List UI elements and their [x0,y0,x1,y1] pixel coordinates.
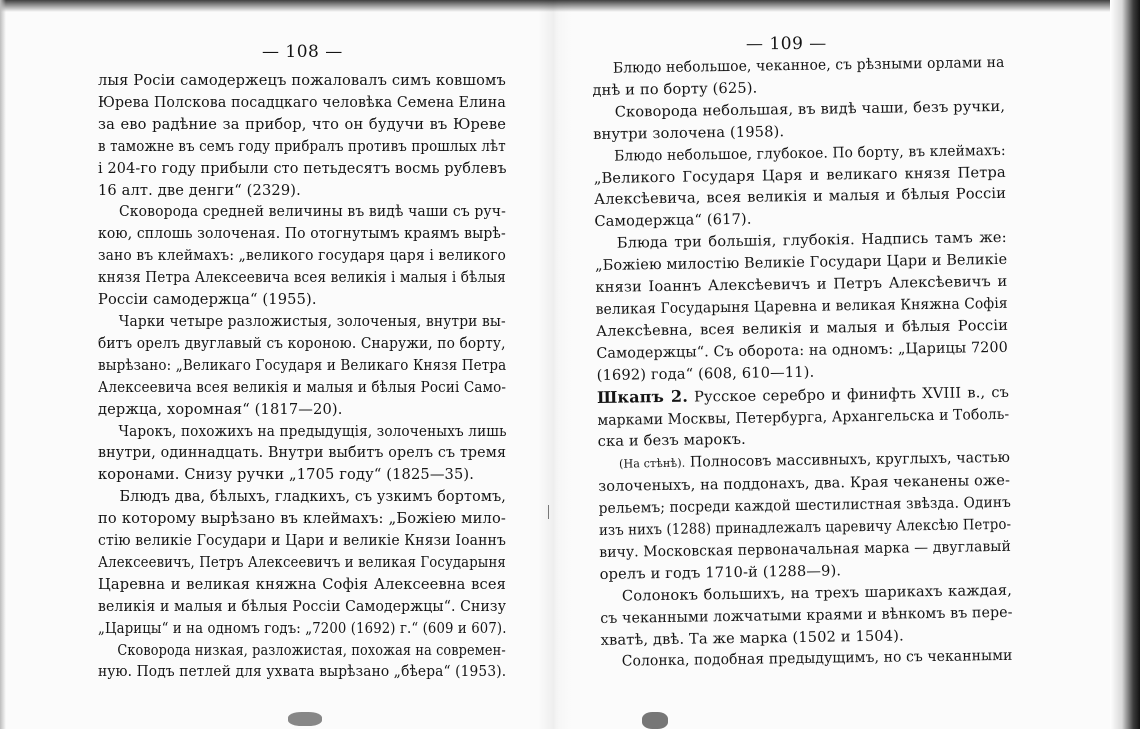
text-line: Юрева Полскова посадцкаго человѣка Семена Елина [98,93,506,111]
text-line: кою, сплошь золоченая. По отогнутымъ краямъ вырѣ- [98,225,506,243]
text-line: битъ орелъ двуглавый съ короною. Снаружи, по борту, [98,334,506,352]
text-line: Сковорода низкая, разложистая, похожая на современ- [117,641,506,659]
text-line: Солонокъ большихъ, на трехъ шарикахъ каждая, [621,581,1013,605]
text-line: Алексеевичъ, Петръ Алексеевичъ и великая Государыня [98,553,506,571]
text-line: (На стѣнѣ). Полносовъ массивныхъ, круглыхъ, частью [618,449,1011,471]
text-line: хватѣ, двѣ. Та же марка (1502 и 1504). [600,627,904,649]
right-text-column [592,52,1013,673]
text-line: Самодержца“ (617). [594,210,752,231]
ink-smudge [642,712,668,729]
book-gutter [538,0,572,729]
text-line: „Царицы“ и на одномъ годъ: „7200 (1692) г.“ (609 и 607). [98,619,507,637]
text-line: изъ нихъ (1288) принадлежалъ царевичу Алексѣю Петро- [598,515,1012,539]
text-line: Блюдо небольшое, чеканное, съ рѣзными орлами на [612,53,1005,77]
text-line: Сковорода небольшая, въ видѣ чаши, безъ ручки, [614,97,1006,121]
text-line: зано въ клеймахъ: „великого государя царя i великого [98,247,507,265]
text-line: Алексѣевна, всея великiя и малыя и бѣлыя Россiи [595,316,1009,340]
text-line: князи Iоаннъ Алексѣевичъ и Петръ Алексѣевичъ и [595,272,1008,297]
text-line: Блюдъ два, бѣлыхъ, гладкихъ, съ узкимъ бортомъ, [119,488,506,506]
text-line: съ чеканными ложчатыми краями и вѣнкомъ въ пере- [600,603,1013,627]
text-line: внутри, одиннадцать. Внутри выбитъ орелъ съ тремя [98,444,507,462]
text-line: „Великого Государя Царя и великаго князя Петра [593,163,1006,187]
text-line: Солонка, подобная предыдущимъ, но съ чеканными [621,647,1013,671]
text-line: рельемъ; посреди каждой шестилистная звѣзда. Одинъ [598,493,1012,518]
text-line: Чарокъ, похожихъ на предыдущiя, золоченыхъ лишь [118,422,507,440]
left-text-column [98,70,506,683]
text-line: держца, хоромная“ (1817—20). [98,400,343,418]
text-line: 16 алт. две денги“ (2329). [98,181,301,199]
text-line: марками Москвы, Петербурга, Архангельска и Тоболь- [597,405,1010,429]
text-line: Алексеевича всея великiя и малыя и бѣлыя Росиi Само- [98,378,507,396]
text-line: золоченыхъ, на поддонахъ, два. Края чеканены оже- [598,472,1011,496]
text-line: в таможне въ семъ году прибралъ противъ прошлых лѣт [98,137,506,155]
text-line: Шкапъ 2. Русское серебро и финифть XVIII в., съ [596,383,1010,407]
text-line: Сковорода средней величины въ видѣ чаши съ руч- [118,203,506,221]
scan-left-edge [0,0,6,729]
text-line: днѣ и по борту (625). [592,79,758,99]
text-line: великая Государыня Царевна и великая Княжна Софiя [595,294,1008,318]
text-line: ную. Подъ петлей для ухвата вырѣзано „бѣера“ (1953). [98,663,507,681]
text-line: вичу. Московская первоначальная марка — двуглавый [599,537,1011,561]
text-line: „Божiею милостiю Великiе Государи Цари и Великiе [594,251,1008,275]
text-line: великiя и малыя и бѣлыя Россiи Самодержцы“. Снизу [98,597,507,615]
text-line: i 204-го году прибыли сто петьдесятъ восмь рублевъ [98,159,507,177]
text-line: орелъ и годъ 1710-й (1288—9). [599,562,842,583]
text-line: по которому вырѣзано въ клеймахъ: „Божiею мило- [98,510,506,528]
text-line: Россiи самодержца“ (1955). [98,291,317,309]
text-line: Царевна и великая княжна Софiя Алексеевна всея [98,575,506,593]
text-line: Чарки четыре разложистыя, золоченыя, внутри вы- [118,312,506,330]
text-line: князя Петра Алексеевича всея великiя i малыя i бѣлыя [98,269,506,287]
page-number-left: — 108 — [262,42,343,62]
text-line: внутри золочена (1958). [593,122,785,143]
text-line: вырѣзано: „Великаго Государя и Великаго Князя Петра [98,356,507,374]
page-number-right: — 109 — [745,33,827,55]
text-line: ска и безъ марокъ. [597,431,747,451]
text-line: стiю великiе Государи и Цари и великiе Князи Iоаннъ [98,532,506,550]
scan-top-shadow [0,0,1140,12]
text-line: Блюда три большiя, глубокiя. Надпись тамъ же: [616,229,1007,252]
scan-right-edge [1110,0,1140,729]
location-note: (На стѣнѣ). [618,455,686,471]
ink-smudge [288,712,322,726]
cabinet-heading: Шкапъ 2. [596,386,689,407]
text-line: Алексѣевича, всея великiя и малыя и бѣлыя Россiи [593,185,1007,209]
margin-mark [548,505,549,519]
text-line: коронами. Снизу ручки „1705 году“ (1825—35). [98,466,475,484]
text-line: Блюдо небольшое, глубокое. По борту, въ клеймахъ: [614,141,1006,165]
text-line: Самодержцы“. Съ оборота: на одномъ: „Царицы 7200 [596,338,1008,362]
text-line: лыя Росiи самодержецъ пожаловалъ симъ ковшомъ [98,72,506,89]
text-line: (1692) года“ (608, 610—11). [596,363,815,384]
text-line: за ево радѣние за прибор, что он будучи въ Юреве [98,115,506,133]
